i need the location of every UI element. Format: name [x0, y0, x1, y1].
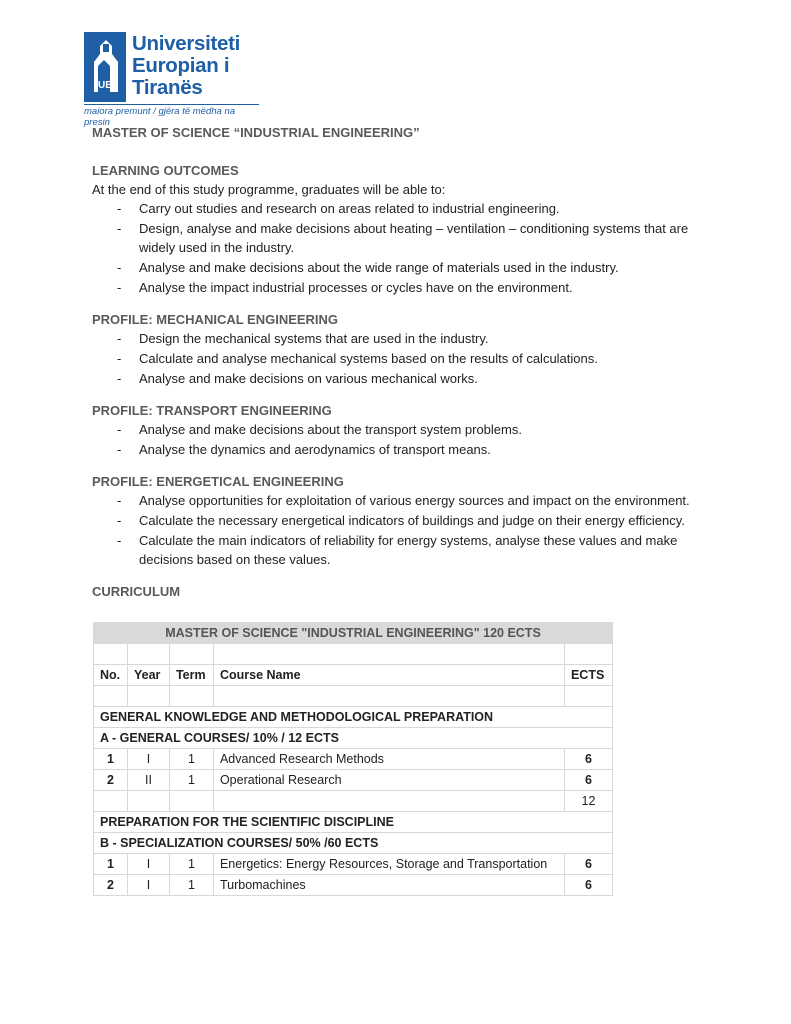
cell-ects: 6 [564, 875, 612, 896]
col-header-ects: ECTS [564, 665, 612, 686]
cell-year: I [127, 854, 169, 875]
cell-term: 1 [169, 749, 213, 770]
table-spacer-row [94, 686, 613, 707]
table-header-row [94, 665, 613, 686]
subgroup-label: A - GENERAL COURSES/ 10% / 12 ECTS [94, 728, 613, 749]
cell-no: 1 [94, 854, 128, 875]
curriculum-heading: CURRICULUM [92, 584, 181, 599]
list-item: - Design, analyse and make decisions about heating – ventilation – conditioning systems that are widely used in the industry. [92, 219, 692, 257]
table-subgroup-row [94, 728, 613, 749]
table-group-row [94, 707, 613, 728]
cell-term: 1 [169, 854, 213, 875]
list-item: - Design the mechanical systems that are used in the industry. [92, 329, 692, 348]
group-label: PREPARATION FOR THE SCIENTIFIC DISCIPLINE [94, 812, 613, 833]
curriculum-table [93, 622, 613, 896]
list-item: - Analyse and make decisions about the transport system problems. [92, 420, 692, 439]
energetical-profile-heading: PROFILE: ENERGETICAL ENGINEERING [92, 474, 344, 489]
cell-term: 1 [169, 770, 213, 791]
mechanical-profile-heading: PROFILE: MECHANICAL ENGINEERING [92, 312, 339, 327]
list-item: - Analyse the impact industrial processes or cycles have on the environment. [92, 278, 692, 297]
table-subgroup-row [94, 833, 613, 854]
cell-course-name: Turbomachines [213, 875, 564, 896]
learning-outcomes-list [92, 199, 692, 297]
cell-ects: 6 [564, 770, 612, 791]
document-body [92, 123, 692, 601]
cell-course-name: Energetics: Energy Resources, Storage and Transportation [213, 854, 564, 875]
cell-ects: 6 [564, 854, 612, 875]
energetical-profile-list [92, 491, 692, 569]
list-item: - Analyse and make decisions about the wide range of materials used in the industry. [92, 258, 692, 277]
cell-term: 1 [169, 875, 213, 896]
page-title: MASTER OF SCIENCE “INDUSTRIAL ENGINEERING” [92, 125, 420, 140]
col-header-term: Term [169, 665, 213, 686]
list-item: - Calculate the main indicators of reliability for energy systems, analyse these values and make decisions based on these values. [92, 531, 692, 569]
svg-text:UE: UE [98, 80, 112, 91]
subgroup-label: B - SPECIALIZATION COURSES/ 50% /60 ECTS [94, 833, 613, 854]
logo-wordmark: Universiteti Europian i Tiranës [132, 32, 241, 99]
learning-outcomes-intro: At the end of this study programme, graduates will be able to: [92, 182, 446, 197]
transport-profile-list [92, 420, 692, 459]
cell-no: 2 [94, 875, 128, 896]
list-item: - Analyse opportunities for exploitation of various energy sources and impact on the environment. [92, 491, 692, 510]
mechanical-profile-list [92, 329, 692, 388]
table-title-row [94, 623, 613, 644]
cell-ects: 6 [564, 749, 612, 770]
list-item: - Calculate the necessary energetical indicators of buildings and judge on their energy efficiency. [92, 511, 692, 530]
cell-course-name: Advanced Research Methods [213, 749, 564, 770]
transport-profile-heading: PROFILE: TRANSPORT ENGINEERING [92, 403, 332, 418]
university-logo [84, 32, 256, 128]
col-header-no: No. [94, 665, 128, 686]
list-item: - Analyse the dynamics and aerodynamics of transport means. [92, 440, 692, 459]
cell-ects-total: 12 [564, 791, 612, 812]
col-header-year: Year [127, 665, 169, 686]
logo-emblem-icon [84, 32, 126, 102]
group-label: GENERAL KNOWLEDGE AND METHODOLOGICAL PREPARATION [94, 707, 613, 728]
list-item: - Calculate and analyse mechanical systems based on the results of calculations. [92, 349, 692, 368]
table-title: MASTER OF SCIENCE "INDUSTRIAL ENGINEERING" 120 ECTS [94, 623, 613, 644]
table-group-row [94, 812, 613, 833]
table-row [94, 875, 613, 896]
table-total-row [94, 791, 613, 812]
cell-year: II [127, 770, 169, 791]
list-item: - Analyse and make decisions on various mechanical works. [92, 369, 692, 388]
cell-course-name: Operational Research [213, 770, 564, 791]
list-item: - Carry out studies and research on areas related to industrial engineering. [92, 199, 692, 218]
cell-year: I [127, 875, 169, 896]
logo-tagline: maiora premunt / gjëra të mëdha na presin [84, 104, 259, 128]
table-row [94, 854, 613, 875]
table-row [94, 770, 613, 791]
cell-year: I [127, 749, 169, 770]
cell-no: 2 [94, 770, 128, 791]
table-row [94, 749, 613, 770]
cell-no: 1 [94, 749, 128, 770]
table-spacer-row [94, 644, 613, 665]
learning-outcomes-heading: LEARNING OUTCOMES [92, 163, 239, 178]
col-header-course-name: Course Name [213, 665, 564, 686]
